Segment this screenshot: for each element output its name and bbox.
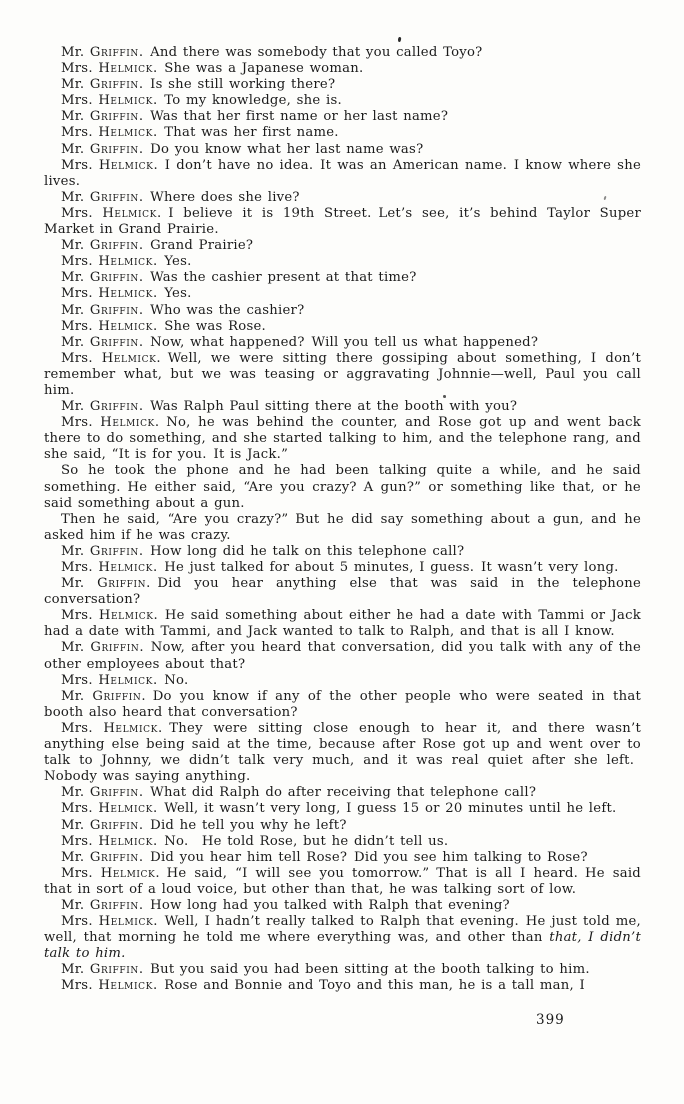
transcript-paragraph: Mr. Griffin. Did you hear anything else that was said in the telephone conversation? — [44, 576, 641, 608]
transcript-paragraph: Mrs. Helmick. She was Rose. — [61, 318, 266, 334]
emphasized-text: that, I didn’t talk to him. — [44, 930, 641, 962]
transcript-paragraph: Mrs. Helmick. To my knowledge, she is. — [61, 93, 342, 109]
speaker-name: Mr. Griffin. — [61, 849, 144, 865]
speaker-name: Mr. Griffin. — [61, 962, 144, 978]
transcript-paragraph: Mrs. Helmick. He just talked for about 5 minutes, I guess. It wasn’t very long. — [61, 560, 619, 575]
speaker-name: Mrs. Helmick. — [61, 205, 162, 221]
speaker-name: Mr. Griffin. — [61, 543, 144, 559]
speaker-name: Mr. Griffin. — [61, 109, 144, 125]
speaker-name: Mr. Griffin. — [61, 302, 144, 318]
transcript-paragraph: Mr. Griffin. What did Ralph do after receiving that telephone call? — [61, 785, 537, 801]
speaker-name: Mrs. Helmick. — [61, 672, 158, 688]
transcript-paragraph: Mr. Griffin. Now, what happened? Will you tell us what happened? — [61, 334, 539, 350]
transcript-paragraph: Mrs. Helmick. They were sitting close enough to hear it, and there wasn’t anything else being said at the time, because after Rose got up and went over to talk to Johnny, we didn’t talk very much, and it was real quiet after she left. Nobody was saying anything. — [44, 720, 641, 785]
transcript-paragraph: Mrs. Helmick. He said, “I will see you tomorrow.” That is all I heard. He said that in sort of a loud voice, but other than that, he was talking sort of low. — [44, 865, 641, 897]
speaker-name: Mrs. Helmick. — [61, 93, 158, 109]
speaker-name: Mrs. Helmick. — [61, 125, 158, 141]
transcript-paragraph: Mr. Griffin. And there was somebody that you called Toyo? — [61, 45, 483, 60]
speaker-name: Mrs. Helmick. — [61, 415, 160, 431]
transcript-paragraph: Mr. Griffin. How long had you talked with Ralph that evening? — [61, 897, 510, 913]
speaker-name: Mrs. Helmick. — [61, 914, 158, 930]
transcript-paragraph: Mr. Griffin. Did he tell you why he left? — [61, 817, 347, 833]
speaker-name: Mrs. Helmick. — [61, 720, 163, 736]
speaker-name: Mr. Griffin. — [61, 785, 144, 801]
speaker-name: Mr. Griffin. — [61, 189, 144, 205]
speaker-name: Mr. Griffin. — [61, 270, 144, 286]
speaker-name: Mrs. Helmick. — [61, 865, 160, 881]
speaker-name: Mrs. Helmick. — [61, 318, 158, 334]
speaker-name: Mr. Griffin. — [61, 77, 144, 93]
transcript-paragraph: Mrs. Helmick. Yes. — [61, 286, 192, 302]
transcript-paragraph: Then he said, “Are you crazy?” But he did say something about a gun, and he asked him if he was crazy. — [44, 511, 641, 543]
transcript-paragraph: Mr. Griffin. Is she still working there? — [61, 77, 336, 93]
transcript-paragraph: Mrs. Helmick. That was her first name. — [61, 125, 339, 141]
speaker-name: Mrs. Helmick. — [61, 560, 158, 575]
scan-artifact — [398, 37, 402, 43]
speaker-name: Mrs. Helmick. — [61, 833, 158, 849]
transcript-paragraph: Mrs. Helmick. Well, we were sitting there gossiping about something, I don’t remember what, but we was teasing or aggravating Johnnie—well, Paul you call him. — [44, 350, 641, 398]
transcript-paragraph: Mr. Griffin. Was Ralph Paul sitting there at the booth with you? — [61, 399, 518, 415]
transcript-paragraph: Mrs. Helmick. Rose and Bonnie and Toyo and this man, he is a tall man, I — [61, 978, 585, 994]
transcript-paragraph: Mr. Griffin. Do you know if any of the other people who were seated in that booth also heard that conversation? — [44, 688, 642, 720]
speaker-name: Mrs. Helmick. — [61, 801, 158, 817]
transcript-paragraph: Mrs. Helmick. She was a Japanese woman. — [61, 61, 364, 77]
speaker-name: Mr. Griffin. — [61, 238, 144, 254]
speaker-name: Mrs. Helmick. — [61, 978, 158, 994]
transcript-paragraph: Mr. Griffin. Was the cashier present at that time? — [61, 270, 417, 286]
speaker-name: Mrs. Helmick. — [61, 608, 158, 624]
transcript-paragraph: So he took the phone and he had been talking quite a while, and he said something. He either said, “Are you crazy? A gun?” or something like that, or he said something about a gun. — [44, 463, 641, 511]
speaker-name: Mr. Griffin. — [61, 688, 146, 704]
transcript-paragraph: Mrs. Helmick. Well, it wasn’t very long, I guess 15 or 20 minutes until he left. — [61, 801, 617, 817]
transcript-paragraph: Mrs. Helmick. Well, I hadn’t really talked to Ralph that evening. He just told me, well, that morning he told me where everything was, and other than that, I didn’t talk to him. — [44, 914, 642, 962]
transcript-paragraph: Mr. Griffin. How long did he talk on this telephone call? — [61, 543, 465, 559]
transcript — [44, 45, 641, 995]
speaker-name: Mr. Griffin. — [61, 897, 144, 913]
speaker-name: Mrs. Helmick. — [61, 254, 158, 270]
transcript-paragraph: Mrs. Helmick. I don’t have no idea. It was an American name. I know where she lives. — [44, 157, 641, 189]
speaker-name: Mrs. Helmick. — [61, 286, 158, 302]
transcript-paragraph: Mrs. Helmick. He said something about either he had a date with Tammi or Jack had a date with Tammi, and Jack wanted to talk to Ralph, and that is all I know. — [44, 608, 642, 640]
speaker-name: Mr. Griffin. — [61, 576, 151, 592]
speaker-name: Mr. Griffin. — [61, 45, 144, 60]
speaker-name: Mrs. Helmick. — [61, 157, 158, 173]
transcript-paragraph: Mrs. Helmick. I believe it is 19th Street. Let’s see, it’s behind Taylor Super Market in Grand Prairie. — [44, 205, 642, 238]
transcript-paragraph: Mr. Griffin. Do you know what her last name was? — [61, 141, 424, 157]
transcript-paragraph: Mrs. Helmick. No. He told Rose, but he didn’t tell us. — [61, 833, 449, 849]
speaker-name: Mr. Griffin. — [61, 817, 144, 833]
page-number: 399 — [536, 1012, 565, 1028]
speaker-name: Mr. Griffin. — [61, 640, 144, 656]
transcript-paragraph: Mr. Griffin. Who was the cashier? — [61, 302, 305, 318]
transcript-paragraph: Mrs. Helmick. No. — [61, 672, 189, 688]
transcript-paragraph: Mr. Griffin. Grand Prairie? — [61, 238, 254, 254]
transcript-paragraph: Mrs. Helmick. No, he was behind the counter, and Rose got up and went back there to do something, and she started talking to him, and the telephone rang, and she said, “It is for you. It is Jack.” — [44, 415, 641, 463]
speaker-name: Mrs. Helmick. — [61, 61, 158, 77]
transcript-paragraph: Mr. Griffin. Was that her first name or her last name? — [61, 109, 449, 125]
transcript-paragraph: Mrs. Helmick. Yes. — [61, 254, 192, 270]
speaker-name: Mrs. Helmick. — [61, 350, 161, 366]
transcript-paragraph: Mr. Griffin. Where does she live? — [61, 189, 300, 205]
speaker-name: Mr. Griffin. — [61, 141, 144, 157]
transcript-paragraph: Mr. Griffin. Now, after you heard that conversation, did you talk with any of the other employees about that? — [44, 640, 641, 672]
speaker-name: Mr. Griffin. — [61, 334, 144, 350]
speaker-name: Mr. Griffin. — [61, 399, 144, 415]
transcript-paragraph: Mr. Griffin. Did you hear him tell Rose? Did you see him talking to Rose? — [61, 849, 588, 865]
transcript-paragraph: Mr. Griffin. But you said you had been sitting at the booth talking to him. — [61, 962, 590, 978]
